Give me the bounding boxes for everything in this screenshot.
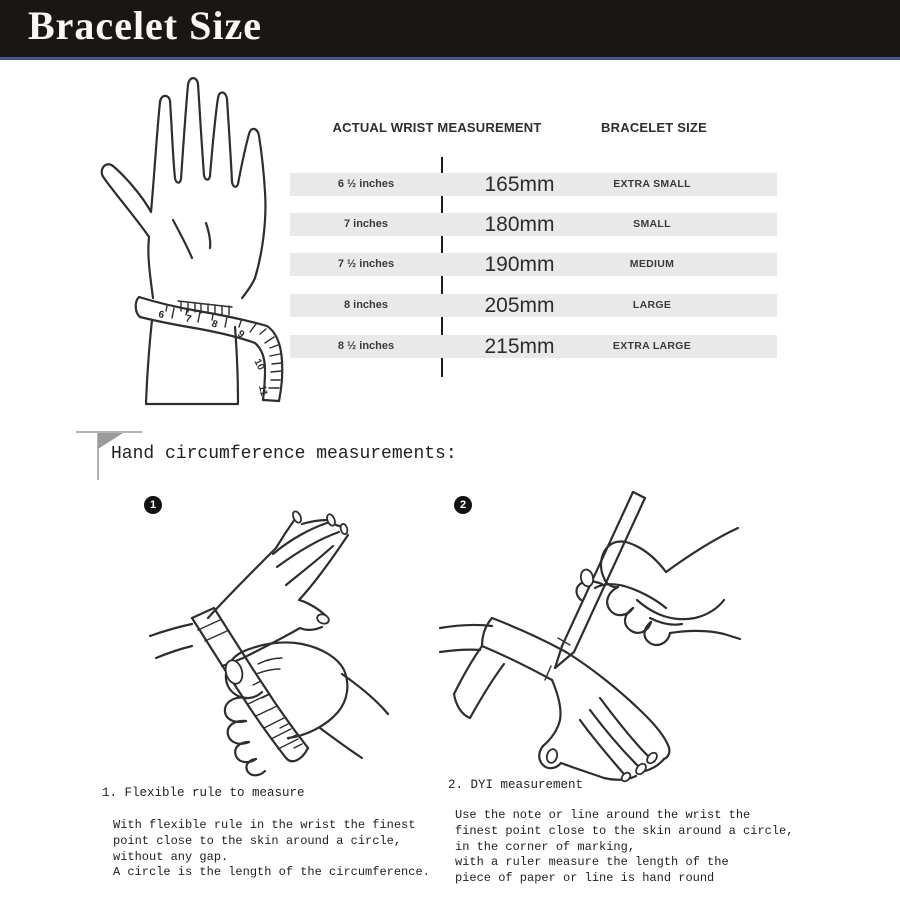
tape-number: 7: [184, 313, 193, 326]
mm-value: 190mm: [484, 253, 555, 276]
tape-number: 10: [251, 357, 267, 373]
size-value: LARGE: [632, 299, 672, 311]
caption-line: With flexible rule in the wrist the finest: [113, 818, 416, 832]
table-row: [290, 294, 777, 317]
figure1-caption-title: 1. Flexible rule to measure: [102, 786, 305, 800]
size-value: SMALL: [633, 218, 671, 230]
figure1-badge: 1: [144, 496, 162, 514]
caption-line: with a ruler measure the length of the: [455, 855, 729, 870]
figure2-badge: 2: [454, 496, 472, 514]
caption-line: without any gap.: [113, 849, 229, 864]
size-value: EXTRA LARGE: [612, 340, 692, 352]
mm-value: 165mm: [484, 173, 555, 196]
inches-value: 7 ½ inches: [337, 258, 395, 270]
col-header-wrist-measurement: ACTUAL WRIST MEASUREMENT: [332, 120, 542, 135]
size-value: EXTRA SMALL: [613, 178, 691, 190]
size-value: MEDIUM: [629, 258, 675, 270]
col-header-bracelet-size: BRACELET SIZE: [601, 120, 707, 135]
wrist-measure-illustration: [60, 70, 320, 425]
hand-with-tape-icon: [60, 70, 320, 425]
mark-with-pen-icon: [438, 488, 742, 788]
inches-value: 6 ½ inches: [337, 178, 395, 190]
tape-number: 8: [209, 318, 219, 331]
page-title: Bracelet Size: [28, 3, 262, 48]
tape-number: 6: [157, 309, 166, 322]
section-heading: Hand circumference measurements:: [111, 444, 457, 464]
table-row: [290, 253, 777, 276]
table-row: [290, 213, 777, 236]
tape-number: 9: [235, 328, 247, 341]
inches-value: 7 inches: [343, 218, 389, 230]
caption-line: piece of paper or line is hand round: [455, 871, 715, 886]
tape-ticks: [198, 620, 302, 749]
inches-value: 8 ½ inches: [337, 340, 395, 352]
mm-value: 215mm: [484, 335, 555, 358]
caption-line: point close to the skin around a circle,: [113, 833, 402, 848]
header-bar: [0, 0, 900, 60]
tape-number: 11: [256, 384, 270, 397]
caption-line: finest point close to the skin around a circle,: [455, 823, 794, 838]
figure1-illustration: [128, 488, 432, 788]
caption-line: in the corner of marking,: [455, 839, 636, 854]
table-row: [290, 173, 777, 196]
inches-value: 8 inches: [343, 299, 389, 311]
figure2-caption-title: 2. DYI measurement: [448, 778, 584, 792]
measure-with-tape-icon: [128, 488, 432, 788]
figure2-illustration: [438, 488, 742, 788]
mm-value: 205mm: [484, 294, 555, 317]
table-row: [290, 335, 777, 358]
mm-value: 180mm: [484, 213, 555, 236]
caption-line: Use the note or line around the wrist the: [455, 808, 751, 822]
tape-minor-ticks: [166, 306, 281, 380]
caption-line: A circle is the length of the circumference.: [113, 865, 430, 880]
figure2-caption-text: [455, 808, 793, 887]
figure1-caption-text: [113, 818, 430, 881]
